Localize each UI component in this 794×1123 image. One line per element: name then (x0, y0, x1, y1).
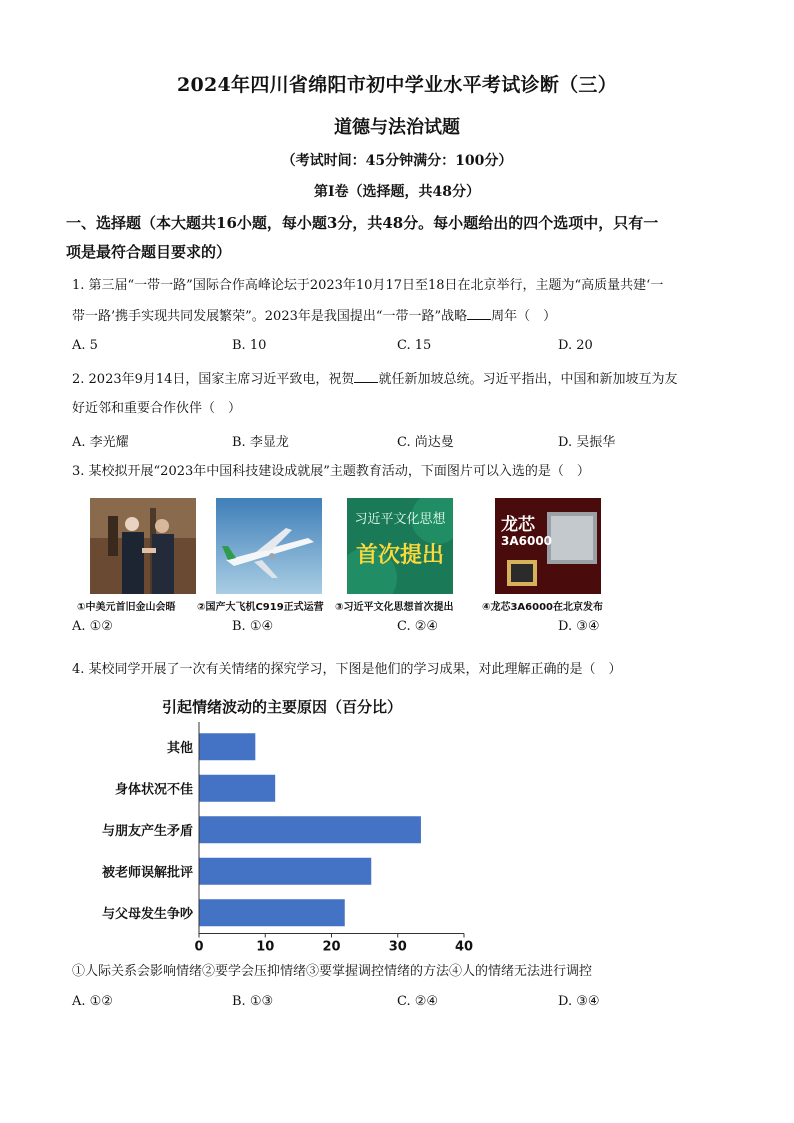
photo-loongson-chip (495, 498, 601, 594)
photo-c919-plane (216, 498, 322, 594)
chart-title: 引起情绪波动的主要原因（百分比） (161, 698, 403, 716)
q2-option-c[interactable]: C. 尚达曼 (397, 435, 454, 450)
category-label-2: 与朋友产生矛盾 (101, 823, 193, 839)
photo-leaders-meeting (90, 498, 196, 594)
q3-option-c[interactable]: C. ②④ (397, 619, 439, 634)
photo-caption-4: ④龙芯3A6000在北京发布 (482, 602, 603, 613)
q4-option-b[interactable]: B. ①③ (232, 994, 274, 1009)
q2-blank (354, 369, 378, 383)
category-label-0: 其他 (166, 740, 193, 756)
q2-text-line1 (72, 369, 677, 390)
part-title: 第I卷（选择题，共48分） (313, 184, 481, 200)
category-label-1: 身体状况不佳 (114, 782, 193, 798)
bar-1 (199, 775, 275, 802)
emotion-causes-bar-chart (72, 690, 492, 952)
q3-options (72, 619, 632, 639)
q2-text-line1b: 就任新加坡总统。习近平指出，中国和新加坡互为友 (378, 372, 678, 387)
exam-subject: 道德与法治试题 (334, 117, 460, 138)
q4-option-a[interactable]: A. ①② (72, 994, 113, 1009)
q2-option-d[interactable]: D. 吴振华 (558, 435, 616, 450)
section-heading-line2: 项是最符合题目要求的） (66, 243, 232, 261)
photo4-brand: 龙芯 (501, 515, 535, 535)
photo-caption-2: ②国产大飞机C919正式运营 (197, 602, 324, 613)
photo3-caption-big: 首次提出 (355, 543, 444, 568)
q3-text-line1: 3. 某校拟开展“2023年中国科技建设成就展”主题教育活动，下面图片可以入选的是（ ） (72, 464, 590, 479)
photo-caption-1: ①中美元首旧金山会晤 (77, 602, 176, 613)
x-tick-label-0: 0 (194, 939, 204, 952)
bar-3 (199, 858, 371, 885)
exam-title: 2024年四川省绵阳市初中学业水平考试诊断（三） (176, 74, 618, 96)
q3-option-a[interactable]: A. ①② (72, 619, 113, 634)
q2-options (72, 431, 632, 451)
section-heading-line1: 一、选择题（本大题共16小题，每小题3分，共48分。每小题给出的四个选项中，只有一 (66, 214, 659, 232)
photo4-model: 3A6000 (501, 534, 553, 548)
x-tick-label-1: 10 (256, 939, 275, 952)
q1-option-a[interactable]: A. 5 (72, 338, 98, 353)
x-tick-label-3: 30 (388, 939, 407, 952)
q2-option-a[interactable]: A. 李光耀 (72, 435, 129, 450)
q3-option-d[interactable]: D. ③④ (558, 619, 600, 634)
q4-statements: ①人际关系会影响情绪②要学会压抑情绪③要掌握调控情绪的方法④人的情绪无法进行调控 (72, 964, 593, 979)
category-label-4: 与父母发生争吵 (101, 906, 193, 922)
q3-option-b[interactable]: B. ①④ (232, 619, 274, 634)
x-tick-label-4: 40 (454, 939, 474, 952)
q1-option-d[interactable]: D. 20 (558, 338, 593, 353)
q4-option-c[interactable]: C. ②④ (397, 994, 439, 1009)
photo-culture-thought (347, 498, 453, 594)
category-label-3: 被老师误解批评 (101, 865, 193, 881)
q2-option-b[interactable]: B. 李显龙 (232, 435, 289, 450)
q2-text-line1a: 2. 2023年9月14日，国家主席习近平致电，祝贺 (72, 372, 355, 387)
photo-caption-3: ③习近平文化思想首次提出 (335, 602, 454, 613)
bar-4 (199, 899, 345, 926)
q1-text-line2b: 周年（ ） (491, 309, 557, 324)
q4-option-d[interactable]: D. ③④ (558, 994, 600, 1009)
q1-text-line2a: 带一路’携手实现共同发展繁荣”。2023年是我国提出“一带一路”战略 (72, 309, 468, 324)
q1-text-line1: 1. 第三届“一带一路”国际合作高峰论坛于2023年10月17日至18日在北京举行，主题为“高质量共建‘一 (72, 278, 664, 293)
bar-2 (199, 816, 421, 843)
q4-text-line1: 4. 某校同学开展了一次有关情绪的探究学习，下图是他们的学习成果，对此理解正确的是（ ） (72, 662, 622, 677)
q1-option-b[interactable]: B. 10 (232, 338, 267, 353)
bar-0 (199, 733, 255, 760)
exam-info: （考试时间：45分钟满分：100分） (281, 153, 513, 169)
q2-text-line2: 好近邻和重要合作伙伴（ ） (72, 401, 242, 416)
q4-options (72, 994, 632, 1014)
q1-text-line2 (72, 306, 556, 327)
q1-option-c[interactable]: C. 15 (397, 338, 432, 353)
q1-options (72, 338, 632, 358)
q1-blank (467, 306, 491, 320)
x-tick-label-2: 20 (322, 939, 341, 952)
photo3-caption-top: 习近平文化思想 (354, 512, 446, 527)
